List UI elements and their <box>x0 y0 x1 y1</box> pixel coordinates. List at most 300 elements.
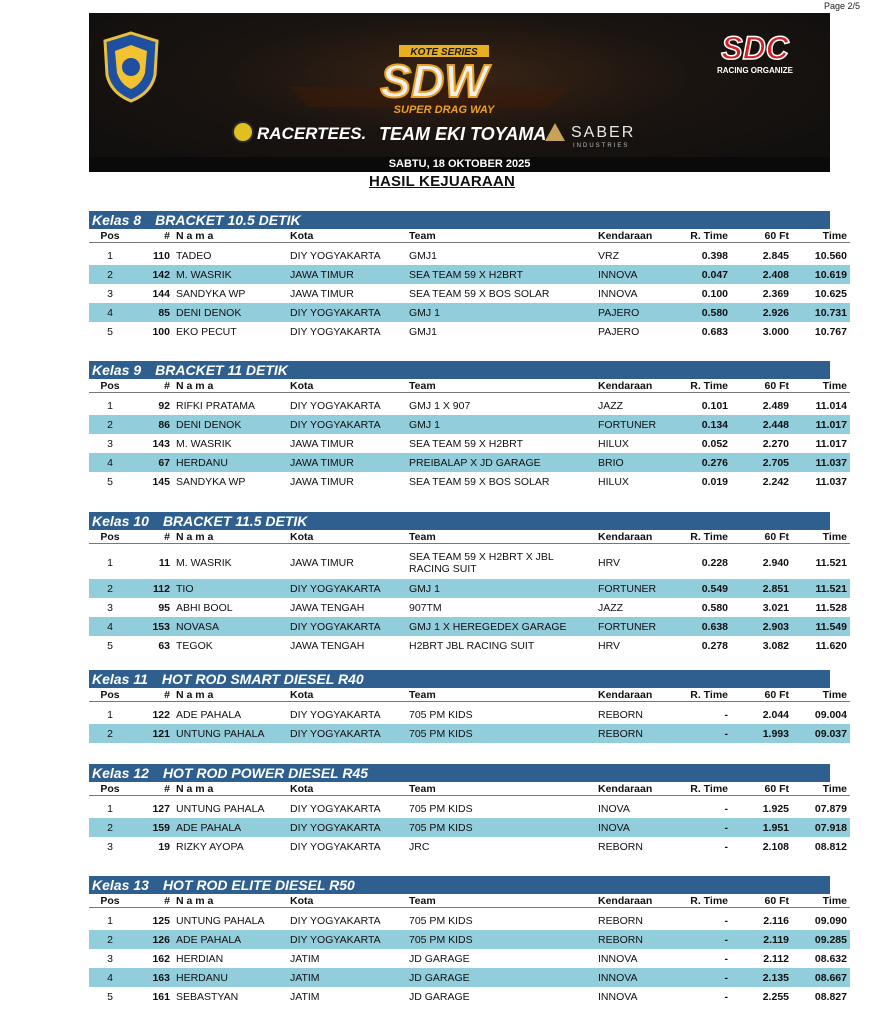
cell-kendaraan: JAZZ <box>598 399 624 412</box>
cell-kendaraan: BRIO <box>595 453 675 472</box>
cell-time: 10.625 <box>814 287 847 300</box>
class-label: Kelas <box>92 513 130 529</box>
cell-nama: M. WASRIK <box>176 437 232 450</box>
cell-kota: JAWA TENGAH <box>290 601 365 614</box>
results-table <box>89 379 850 491</box>
sponsor-strip <box>229 115 669 149</box>
cell-kota: JAWA TIMUR <box>290 475 354 488</box>
header-kota: Kota <box>287 688 406 702</box>
class-section <box>89 876 847 1006</box>
cell-kota: JAWA TIMUR <box>290 437 354 450</box>
cell-nama: RIFKI PRATAMA <box>176 399 255 412</box>
cell-rtime: 0.580 <box>701 601 728 614</box>
cell-ft: 2.851 <box>731 579 792 598</box>
class-name: BRACKET 11.5 DETIK <box>162 513 308 529</box>
cell-num: 85 <box>131 303 173 322</box>
class-label: Kelas <box>92 671 130 687</box>
cell-ft: 2.112 <box>763 952 789 965</box>
cell-kota: JATIM <box>287 968 406 987</box>
header-num: # <box>131 530 173 544</box>
cell-num: 100 <box>152 325 170 338</box>
class-name: HOT ROD POWER DIESEL R45 <box>162 765 369 781</box>
cell-ft: 2.119 <box>731 930 792 949</box>
cell-team: 907TM <box>409 601 442 614</box>
table-header-row <box>89 688 850 702</box>
cell-team: SEA TEAM 59 X BOS SOLAR <box>409 475 550 488</box>
header-pos: Pos <box>89 688 131 702</box>
cell-kendaraan: HILUX <box>598 475 629 488</box>
cell-kendaraan: VRZ <box>598 249 619 262</box>
cell-pos: 3 <box>107 287 113 300</box>
cell-kota: JAWA TIMUR <box>287 265 406 284</box>
cell-time: 09.090 <box>814 914 847 927</box>
cell-time: 08.667 <box>792 968 850 987</box>
cell-pos: 4 <box>89 303 131 322</box>
table-row <box>89 799 850 818</box>
cell-pos: 5 <box>107 639 113 652</box>
cell-kendaraan: INNOVA <box>595 265 675 284</box>
cell-time: 07.918 <box>792 818 850 837</box>
cell-num: 95 <box>158 601 170 614</box>
class-number: 10 <box>133 513 149 529</box>
tagline-text: SUPER DRAG WAY <box>393 104 495 116</box>
results-table <box>89 894 850 1006</box>
cell-pos: 2 <box>89 579 131 598</box>
class-header-bar <box>89 211 830 229</box>
cell-kota: JATIM <box>290 952 320 965</box>
cell-kendaraan: INNOVA <box>598 990 638 1003</box>
header-rtime: R. Time <box>675 688 731 702</box>
cell-nama: DENI DENOK <box>173 415 287 434</box>
class-name: HOT ROD SMART DIESEL R40 <box>161 671 364 687</box>
cell-pos: 3 <box>107 952 113 965</box>
cell-kota: JAWA TIMUR <box>290 287 354 300</box>
cell-time: 10.560 <box>814 249 847 262</box>
cell-kendaraan: INOVA <box>598 802 630 815</box>
class-name: BRACKET 11 DETIK <box>155 362 288 378</box>
cell-time: 10.619 <box>792 265 850 284</box>
cell-team: SEA TEAM 59 X H2BRT <box>409 437 523 450</box>
cell-num: 162 <box>152 952 170 965</box>
cell-num: 143 <box>152 437 170 450</box>
cell-nama: EKO PECUT <box>176 325 237 338</box>
cell-team: JD GARAGE <box>409 952 470 965</box>
cell-rtime: 0.100 <box>701 287 728 300</box>
cell-ft: 2.369 <box>762 287 789 300</box>
cell-pos: 1 <box>107 399 113 412</box>
table-row <box>89 303 850 322</box>
cell-pos: 1 <box>107 708 113 721</box>
table-row <box>89 265 850 284</box>
cell-ft: 2.242 <box>762 475 789 488</box>
cell-rtime: 0.019 <box>701 475 728 488</box>
cell-num: 127 <box>152 802 170 815</box>
cell-pos: 1 <box>107 802 113 815</box>
club-shield-logo <box>101 31 161 103</box>
cell-nama: TADEO <box>176 249 212 262</box>
cell-kota: DIY YOGYAKARTA <box>287 724 406 743</box>
class-number: 8 <box>133 212 142 228</box>
cell-team: SEA TEAM 59 X BOS SOLAR <box>409 287 550 300</box>
cell-nama: SEBASTYAN <box>176 990 239 1003</box>
cell-rtime: 0.278 <box>701 639 728 652</box>
cell-kendaraan: PAJERO <box>595 303 675 322</box>
results-table <box>89 688 850 743</box>
cell-time: 11.549 <box>792 617 850 636</box>
header-ft: 60 Ft <box>731 782 792 796</box>
header-rtime: R. Time <box>675 894 731 908</box>
cell-ft: 2.255 <box>762 990 789 1003</box>
cell-pos: 1 <box>107 914 113 927</box>
header-team: Team <box>406 229 595 243</box>
table-row <box>89 396 850 415</box>
cell-kendaraan: INNOVA <box>595 968 675 987</box>
cell-rtime: - <box>675 930 731 949</box>
cell-time: 11.037 <box>815 475 847 488</box>
cell-rtime: - <box>724 802 728 815</box>
table-row <box>89 322 850 341</box>
table-row <box>89 818 850 837</box>
cell-rtime: 0.101 <box>701 399 728 412</box>
header-kendaraan: Kendaraan <box>595 530 675 544</box>
cell-rtime: - <box>724 952 728 965</box>
cell-ft: 2.044 <box>762 708 789 721</box>
cell-nama: ADE PAHALA <box>173 818 287 837</box>
cell-pos: 3 <box>107 437 113 450</box>
cell-time: 11.014 <box>815 399 847 412</box>
cell-kota: DIY YOGYAKARTA <box>290 802 381 815</box>
cell-kendaraan: REBORN <box>595 724 675 743</box>
header-num: # <box>131 688 173 702</box>
cell-rtime: 0.276 <box>675 453 731 472</box>
cell-rtime: 0.683 <box>701 325 728 338</box>
class-header-bar <box>89 876 830 894</box>
cell-num: 112 <box>131 579 173 598</box>
cell-num: 63 <box>158 639 170 652</box>
cell-rtime: 0.047 <box>675 265 731 284</box>
cell-team: JRC <box>409 840 430 853</box>
cell-kendaraan: FORTUNER <box>595 579 675 598</box>
cell-ft: 1.993 <box>731 724 792 743</box>
table-header-row <box>89 894 850 908</box>
class-header-bar <box>89 764 830 782</box>
cell-num: 163 <box>131 968 173 987</box>
cell-pos: 1 <box>107 557 113 569</box>
cell-kota: DIY YOGYAKARTA <box>290 325 381 338</box>
cell-ft: 2.135 <box>731 968 792 987</box>
cell-nama: SANDYKA WP <box>176 475 246 488</box>
table-row <box>89 949 850 968</box>
header-time: Time <box>792 530 850 544</box>
cell-ft: 2.903 <box>731 617 792 636</box>
cell-ft: 2.108 <box>762 840 789 853</box>
page-number: Page 2/5 <box>823 1 860 11</box>
cell-pos: 2 <box>89 930 131 949</box>
header-pos: Pos <box>89 894 131 908</box>
cell-kendaraan: HRV <box>598 557 620 569</box>
class-section <box>89 670 847 743</box>
class-header-bar <box>89 512 830 530</box>
table-row <box>89 617 850 636</box>
cell-nama: UNTUNG PAHALA <box>173 724 287 743</box>
sdw-event-logo <box>249 27 609 119</box>
table-row <box>89 837 850 856</box>
class-label: Kelas <box>92 362 130 378</box>
cell-kota: DIY YOGYAKARTA <box>287 579 406 598</box>
cell-team: 705 PM KIDS <box>406 724 595 743</box>
cell-time: 09.285 <box>792 930 850 949</box>
racertees-logo: RACERTEES. <box>257 124 367 143</box>
class-number: 9 <box>133 362 142 378</box>
class-section <box>89 512 847 655</box>
cell-kota: JATIM <box>290 990 320 1003</box>
class-number: 13 <box>133 877 149 893</box>
sdc-sub: RACING ORGANIZE <box>717 66 793 75</box>
class-header-bar <box>89 670 830 688</box>
header-team: Team <box>406 688 595 702</box>
cell-pos: 1 <box>107 249 113 262</box>
cell-time: 09.004 <box>814 708 847 721</box>
table-header-row <box>89 229 850 243</box>
cell-kendaraan: INOVA <box>595 818 675 837</box>
cell-ft: 2.270 <box>762 437 789 450</box>
header-kendaraan: Kendaraan <box>595 379 675 393</box>
eki-toyama-logo: TEAM EKI TOYAMA <box>379 124 547 144</box>
cell-nama: TIO <box>173 579 287 598</box>
cell-team: PREIBALAP X JD GARAGE <box>406 453 595 472</box>
cell-time: 11.620 <box>815 639 847 652</box>
cell-num: 121 <box>131 724 173 743</box>
results-table <box>89 229 850 341</box>
cell-kendaraan: FORTUNER <box>595 617 675 636</box>
header-team: Team <box>406 530 595 544</box>
cell-num: 144 <box>152 287 170 300</box>
cell-team: 705 PM KIDS <box>409 708 473 721</box>
cell-time: 08.827 <box>814 990 847 1003</box>
header-time: Time <box>792 894 850 908</box>
table-row <box>89 987 850 1006</box>
header-kota: Kota <box>287 782 406 796</box>
cell-kota: DIY YOGYAKARTA <box>287 415 406 434</box>
cell-num: 145 <box>152 475 170 488</box>
cell-num: 153 <box>131 617 173 636</box>
cell-pos: 4 <box>89 453 131 472</box>
cell-kendaraan: INNOVA <box>598 287 638 300</box>
table-row <box>89 968 850 987</box>
cell-ft: 3.082 <box>762 639 789 652</box>
class-name: BRACKET 10.5 DETIK <box>155 212 301 228</box>
cell-kendaraan: REBORN <box>598 840 643 853</box>
cell-kendaraan: INNOVA <box>598 952 638 965</box>
cell-kendaraan: JAZZ <box>598 601 624 614</box>
page-title: HASIL KEJUARAAN <box>368 173 516 190</box>
cell-ft: 2.448 <box>731 415 792 434</box>
header-kendaraan: Kendaraan <box>595 782 675 796</box>
header-num: # <box>131 229 173 243</box>
header-pos: Pos <box>89 379 131 393</box>
cell-nama: ADE PAHALA <box>176 708 242 721</box>
cell-rtime: - <box>675 724 731 743</box>
cell-team: GMJ 1 X 907 <box>409 399 471 412</box>
cell-num: 161 <box>152 990 170 1003</box>
cell-kota: JAWA TENGAH <box>290 639 365 652</box>
cell-rtime: 0.549 <box>675 579 731 598</box>
table-row <box>89 598 850 617</box>
table-row <box>89 636 850 655</box>
cell-ft: 2.705 <box>731 453 792 472</box>
cell-ft: 3.000 <box>762 325 789 338</box>
table-row <box>89 911 850 930</box>
table-row <box>89 547 850 579</box>
cell-num: 122 <box>152 708 170 721</box>
cell-pos: 2 <box>89 265 131 284</box>
cell-kota: DIY YOGYAKARTA <box>290 399 381 412</box>
cell-ft: 2.489 <box>762 399 789 412</box>
class-number: 12 <box>133 765 149 781</box>
header-num: # <box>131 782 173 796</box>
cell-rtime: - <box>675 818 731 837</box>
cell-ft: 2.940 <box>762 557 789 569</box>
class-section <box>89 764 847 856</box>
header-num: # <box>131 894 173 908</box>
table-row <box>89 472 850 491</box>
cell-team: 705 PM KIDS <box>409 914 473 927</box>
table-row <box>89 415 850 434</box>
cell-num: 126 <box>131 930 173 949</box>
cell-kendaraan: FORTUNER <box>595 415 675 434</box>
cell-team: SEA TEAM 59 X H2BRT X JBL RACING SUIT <box>409 551 554 575</box>
cell-nama: ABHI BOOL <box>176 601 233 614</box>
header-team: Team <box>406 894 595 908</box>
cell-rtime: 0.134 <box>675 415 731 434</box>
cell-kendaraan: REBORN <box>595 930 675 949</box>
saber-logo: SABER <box>571 124 636 141</box>
cell-team: GMJ 1 <box>406 303 595 322</box>
header-kendaraan: Kendaraan <box>595 894 675 908</box>
cell-pos: 4 <box>89 968 131 987</box>
table-row <box>89 453 850 472</box>
class-section <box>89 361 847 491</box>
class-header-bar <box>89 361 830 379</box>
header-nama: N a m a <box>173 379 287 393</box>
cell-kota: DIY YOGYAKARTA <box>287 617 406 636</box>
header-pos: Pos <box>89 530 131 544</box>
cell-rtime: - <box>724 990 728 1003</box>
cell-num: 110 <box>153 249 170 262</box>
sdc-text: SDC <box>721 30 789 66</box>
cell-time: 11.037 <box>792 453 850 472</box>
header-team: Team <box>406 379 595 393</box>
cell-pos: 4 <box>89 617 131 636</box>
cell-num: 125 <box>152 914 170 927</box>
cell-pos: 5 <box>107 475 113 488</box>
series-label: KOTE SERIES <box>410 47 478 58</box>
cell-nama: M. WASRIK <box>176 557 232 569</box>
results-table <box>89 530 850 655</box>
cell-nama: UNTUNG PAHALA <box>176 802 265 815</box>
sdw-text: SDW <box>380 55 488 107</box>
table-row <box>89 724 850 743</box>
header-rtime: R. Time <box>675 782 731 796</box>
header-time: Time <box>792 782 850 796</box>
cell-team: GMJ1 <box>409 249 438 262</box>
saber-sub: INDUSTRIES <box>573 143 630 149</box>
header-ft: 60 Ft <box>731 688 792 702</box>
cell-team: GMJ 1 X HEREGEDEX GARAGE <box>406 617 595 636</box>
class-label: Kelas <box>92 877 130 893</box>
cell-num: 86 <box>131 415 173 434</box>
header-nama: N a m a <box>173 688 287 702</box>
cell-pos: 3 <box>107 601 113 614</box>
cell-ft: 3.021 <box>762 601 789 614</box>
cell-time: 10.731 <box>792 303 850 322</box>
cell-pos: 2 <box>89 724 131 743</box>
table-header-row <box>89 530 850 544</box>
cell-nama: NOVASA <box>173 617 287 636</box>
cell-kendaraan: REBORN <box>598 708 643 721</box>
cell-rtime: 0.052 <box>701 437 728 450</box>
cell-kota: DIY YOGYAKARTA <box>290 840 381 853</box>
cell-num: 67 <box>131 453 173 472</box>
cell-nama: RIZKY AYOPA <box>176 840 244 853</box>
header-ft: 60 Ft <box>731 379 792 393</box>
class-name: HOT ROD ELITE DIESEL R50 <box>162 877 355 893</box>
header-rtime: R. Time <box>675 229 731 243</box>
cell-time: 07.879 <box>814 802 847 815</box>
cell-nama: M. WASRIK <box>173 265 287 284</box>
cell-num: 92 <box>158 399 170 412</box>
cell-pos: 5 <box>107 990 113 1003</box>
cell-num: 142 <box>131 265 173 284</box>
header-ft: 60 Ft <box>731 530 792 544</box>
class-label: Kelas <box>92 765 130 781</box>
cell-team: H2BRT JBL RACING SUIT <box>409 639 535 652</box>
header-nama: N a m a <box>173 229 287 243</box>
header-kota: Kota <box>287 379 406 393</box>
cell-kota: DIY YOGYAKARTA <box>290 708 381 721</box>
cell-time: 11.521 <box>792 579 850 598</box>
cell-kota: DIY YOGYAKARTA <box>290 249 381 262</box>
cell-time: 10.767 <box>814 325 847 338</box>
cell-rtime: - <box>675 968 731 987</box>
header-team: Team <box>406 782 595 796</box>
cell-rtime: 0.580 <box>675 303 731 322</box>
header-nama: N a m a <box>173 782 287 796</box>
header-kendaraan: Kendaraan <box>595 229 675 243</box>
class-section <box>89 211 847 341</box>
table-row <box>89 705 850 724</box>
header-time: Time <box>792 688 850 702</box>
cell-kota: DIY YOGYAKARTA <box>290 914 381 927</box>
header-kendaraan: Kendaraan <box>595 688 675 702</box>
cell-rtime: - <box>724 840 728 853</box>
cell-kota: DIY YOGYAKARTA <box>287 303 406 322</box>
cell-pos: 3 <box>107 840 113 853</box>
cell-nama: DENI DENOK <box>173 303 287 322</box>
cell-pos: 2 <box>89 818 131 837</box>
cell-kendaraan: HILUX <box>598 437 629 450</box>
header-kota: Kota <box>287 530 406 544</box>
cell-team: JD GARAGE <box>406 968 595 987</box>
cell-rtime: - <box>724 914 728 927</box>
cell-rtime: - <box>724 708 728 721</box>
cell-kendaraan: HRV <box>598 639 620 652</box>
cell-team: 705 PM KIDS <box>409 802 473 815</box>
cell-ft: 1.951 <box>731 818 792 837</box>
header-time: Time <box>792 229 850 243</box>
cell-ft: 2.926 <box>731 303 792 322</box>
event-banner <box>89 13 830 172</box>
